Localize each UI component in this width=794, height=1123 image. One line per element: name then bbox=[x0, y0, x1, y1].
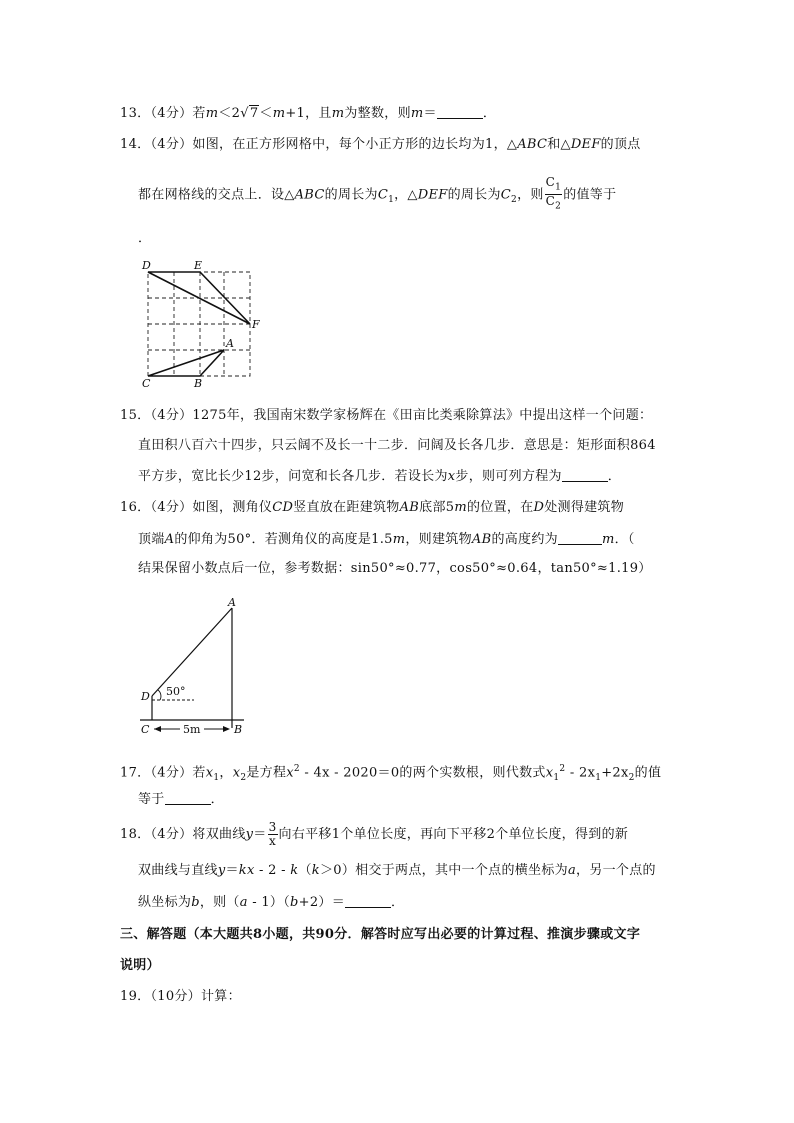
q16-text: 的仰角为50°．若测角仪的高度是1.5 bbox=[174, 532, 393, 547]
q18-text: - 1）（ bbox=[247, 895, 291, 910]
q16-var: m bbox=[601, 532, 615, 547]
label-a: A bbox=[228, 596, 236, 609]
q18-var: a bbox=[567, 863, 577, 878]
q17-text: 等于 bbox=[138, 792, 165, 807]
q18-var: b bbox=[191, 895, 200, 910]
answer-blank[interactable] bbox=[437, 104, 483, 119]
q14-text: ． bbox=[138, 231, 152, 246]
q16-text: 的高度约为 bbox=[491, 532, 558, 547]
q16-text: ．（ bbox=[614, 532, 635, 547]
q14-sub: 2 bbox=[511, 194, 518, 205]
q18-text: 双曲线与直线 bbox=[138, 863, 218, 878]
q16-text: ，则建筑物 bbox=[405, 532, 472, 547]
section-3-heading-cont: 说明） bbox=[120, 958, 160, 973]
arrow-right-head bbox=[223, 726, 230, 732]
q16-var: m bbox=[454, 500, 467, 515]
q17-text: - 2x bbox=[565, 765, 596, 781]
q18-text: ，则（ bbox=[199, 895, 240, 910]
q13-var: m bbox=[205, 106, 219, 121]
q18-text: ＝ bbox=[225, 863, 239, 878]
q18-text: （ bbox=[298, 863, 312, 878]
grid-triangle-figure bbox=[136, 256, 276, 390]
q17-text: - 4x - 2020＝0的两个实数根，则代数式 bbox=[299, 765, 546, 781]
label-f: F bbox=[252, 318, 260, 331]
q18-var: a bbox=[239, 895, 248, 910]
question-18-line1 bbox=[120, 818, 628, 852]
frac-num: 3 bbox=[268, 820, 277, 834]
answer-blank[interactable] bbox=[345, 893, 391, 908]
q14-text: 的值等于 bbox=[563, 187, 617, 203]
q13-text: +1，且 bbox=[285, 106, 332, 121]
q18-var: k bbox=[290, 863, 299, 878]
q14-text: ，△ bbox=[394, 187, 418, 203]
question-16-line3 bbox=[138, 560, 652, 578]
label-b: B bbox=[194, 377, 203, 390]
q17-sup: 2 bbox=[293, 764, 300, 774]
question-15-line2 bbox=[138, 437, 656, 455]
q18-var: kx bbox=[238, 863, 255, 878]
q14-text: 的周长为 bbox=[324, 187, 378, 203]
q18-text: ，另一个点的 bbox=[576, 863, 656, 878]
q13-text: ＝ bbox=[423, 106, 437, 121]
angle-arc bbox=[158, 690, 161, 700]
frac-den: C bbox=[545, 194, 556, 209]
q16-var: A bbox=[164, 532, 175, 547]
q16-text: 结果保留小数点后一位，参考数据：sin50°≈0.77，cos50°≈0.64，tan50°≈1.19） bbox=[138, 561, 652, 576]
q17-text: 是方程 bbox=[246, 765, 287, 781]
fraction bbox=[545, 176, 563, 214]
q18-text: - 2 - bbox=[254, 863, 291, 878]
q16-var: AB bbox=[399, 500, 420, 515]
q16-text: 16．（4分）如图，测角仪 bbox=[120, 500, 273, 515]
q17-var: x bbox=[545, 765, 554, 781]
q17-var: x bbox=[232, 765, 241, 781]
q17-sub: 2 bbox=[240, 772, 247, 783]
q14-var: DEF bbox=[570, 137, 601, 152]
q17-text: 17．（4分）若 bbox=[120, 765, 206, 781]
q16-var: D bbox=[533, 500, 545, 515]
question-14-line3 bbox=[138, 230, 151, 248]
label-d: D bbox=[142, 259, 151, 272]
q18-text: ＞0）相交于两点，其中一个点的横坐标为 bbox=[319, 863, 568, 878]
q17-sub: 2 bbox=[628, 772, 635, 783]
q13-var: m bbox=[272, 106, 286, 121]
q16-text: 处测得建筑物 bbox=[544, 500, 625, 515]
q13-text: ＜ bbox=[259, 106, 273, 121]
triangle-abc bbox=[148, 350, 224, 376]
q14-var: C bbox=[500, 187, 512, 203]
label-b: B bbox=[234, 723, 243, 736]
q16-var: AB bbox=[471, 532, 492, 547]
q14-text: 的周长为 bbox=[447, 187, 501, 203]
frac-den-sub: 2 bbox=[555, 201, 562, 212]
q14-var: DEF bbox=[417, 187, 448, 203]
q14-text: 14．（4分）如图，在正方形网格中，每个小正方形的边长均为1，△ bbox=[120, 137, 518, 152]
q18-text: ． bbox=[391, 895, 405, 910]
question-19: 19．（10分）计算： bbox=[120, 989, 241, 1004]
q17-text: 的值 bbox=[634, 765, 662, 781]
answer-blank[interactable] bbox=[165, 790, 211, 805]
q17-text: ． bbox=[210, 792, 224, 807]
question-18-line2 bbox=[138, 862, 656, 880]
q16-text: 底部5 bbox=[419, 500, 455, 515]
q17-sub: 1 bbox=[213, 772, 220, 783]
frac-num: C bbox=[545, 175, 556, 189]
answer-blank[interactable] bbox=[562, 467, 608, 482]
frac-num-sub: 1 bbox=[555, 182, 562, 193]
q13-var: m bbox=[410, 106, 424, 121]
question-13 bbox=[120, 104, 496, 123]
label-d: D bbox=[141, 690, 150, 703]
q16-var: CD bbox=[272, 500, 294, 515]
distance-label: 5m bbox=[183, 723, 201, 736]
q18-text: 纵坐标为 bbox=[138, 895, 192, 910]
q17-var: x bbox=[286, 765, 294, 781]
question-15-line3 bbox=[138, 467, 621, 486]
angle-measure-figure bbox=[136, 592, 258, 742]
q17-text: ， bbox=[219, 765, 233, 781]
q15-text: 步，则可列方程为 bbox=[455, 469, 562, 484]
label-c: C bbox=[141, 723, 150, 736]
sight-line bbox=[152, 608, 232, 696]
question-14-line1 bbox=[120, 136, 641, 154]
q13-text: 为整数，则 bbox=[344, 106, 411, 121]
q14-text: ，则 bbox=[517, 187, 544, 203]
q14-var: ABC bbox=[294, 187, 325, 203]
q18-var: y bbox=[245, 827, 254, 842]
q13-text: ． bbox=[482, 106, 497, 121]
q15-text: ． bbox=[607, 469, 622, 484]
q16-var: m bbox=[392, 532, 406, 547]
question-18-line3 bbox=[138, 893, 404, 912]
q15-text: 直田积八百六十四步，只云阔不及长一十二步．问阔及长各几步．意思是：矩形面积864 bbox=[138, 438, 656, 453]
q18-var: b bbox=[290, 895, 299, 910]
frac-den: x bbox=[269, 834, 277, 848]
angle-label: 50° bbox=[166, 685, 186, 698]
q16-text: 竖直放在距建筑物 bbox=[293, 500, 400, 515]
q16-text: 的位置，在 bbox=[466, 500, 534, 515]
q18-var: k bbox=[311, 863, 320, 878]
q16-text: 顶端 bbox=[138, 532, 165, 547]
q13-radicand: 7 bbox=[249, 106, 259, 121]
label-a: A bbox=[226, 337, 234, 350]
label-e: E bbox=[194, 259, 203, 272]
label-c: C bbox=[142, 377, 151, 390]
q17-sub: 1 bbox=[553, 772, 560, 783]
q14-text: 和△ bbox=[547, 137, 571, 152]
q14-sub: 1 bbox=[388, 194, 395, 205]
question-17-line1 bbox=[120, 760, 661, 787]
question-14-line2 bbox=[138, 176, 616, 210]
question-16-line2 bbox=[138, 530, 635, 549]
q18-text: +2）＝ bbox=[298, 895, 346, 910]
question-17-line2 bbox=[138, 790, 224, 809]
q15-text: 15．（4分）1275年，我国南宋数学家杨辉在《田亩比类乘除算法》中提出这样一个问题： bbox=[120, 408, 653, 423]
section-3-heading: 三、解答题（本大题共8小题，共90分．解答时应写出必要的计算过程、推演步骤或文字 bbox=[120, 927, 641, 942]
dashed-grid bbox=[148, 272, 250, 376]
q17-sup: 2 bbox=[559, 764, 566, 774]
q18-text: ＝ bbox=[253, 827, 267, 842]
q14-var: C bbox=[377, 187, 389, 203]
q17-sub: 1 bbox=[595, 772, 602, 783]
q14-text: 都在网格线的交点上．设△ bbox=[138, 187, 295, 203]
question-15-line1 bbox=[120, 407, 652, 425]
arrow-left-head bbox=[154, 726, 161, 732]
q13-text: 13．（4分）若 bbox=[120, 106, 206, 121]
answer-blank[interactable] bbox=[558, 530, 602, 545]
q17-text: +2x bbox=[601, 765, 629, 781]
q18-text: 向右平移1个单位长度，再向下平移2个单位长度，得到的新 bbox=[278, 827, 629, 842]
fraction bbox=[268, 821, 278, 848]
q13-var: m bbox=[331, 106, 345, 121]
q17-var: x bbox=[205, 765, 214, 781]
q13-text: ＜2 bbox=[218, 106, 241, 121]
sqrt-symbol: √ bbox=[240, 106, 249, 121]
question-16-line1 bbox=[120, 499, 624, 517]
q18-text: 18．（4分）将双曲线 bbox=[120, 827, 246, 842]
q14-var: ABC bbox=[517, 137, 548, 152]
q15-var: x bbox=[447, 469, 456, 484]
q14-text: 的顶点 bbox=[600, 137, 641, 152]
q15-text: 平方步，宽比长少12步，问宽和长各几步．若设长为 bbox=[138, 469, 448, 484]
q18-var: y bbox=[217, 863, 226, 878]
